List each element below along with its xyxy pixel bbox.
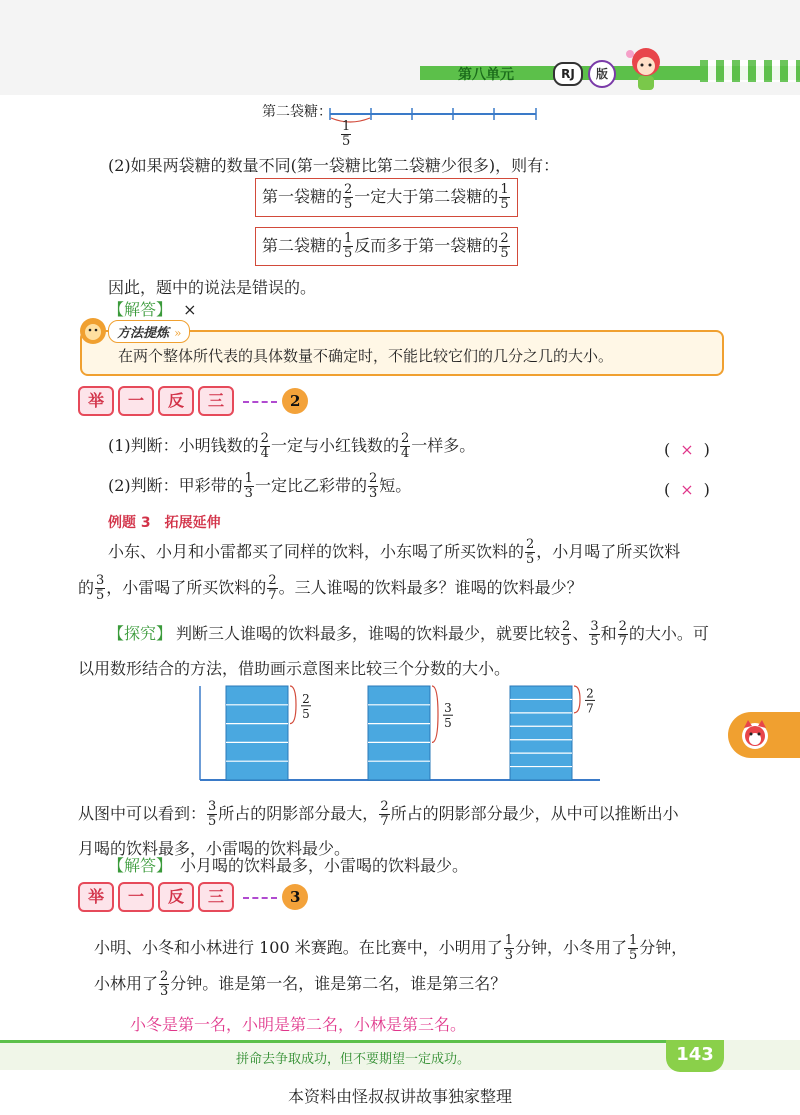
question-2: (2)判断：甲彩带的 $\frac{1}{3}$ 一定比乙彩带的 $\frac{2}{3}$ 短。 bbox=[108, 471, 412, 501]
cup-3-brace bbox=[574, 686, 580, 713]
practice-char: 三 bbox=[198, 882, 234, 912]
from-figure-line-1: 从图中可以看到： $\frac{3}{5}$ 所占的阴影部分最大， $\frac{2}{7}$ 所占的阴影部分最少，从中可以推断出小 bbox=[78, 799, 679, 829]
edition-rj-badge: RJ bbox=[553, 62, 583, 86]
double-chevron-icon: » bbox=[174, 326, 182, 340]
example-3-line-1: 小东、小月和小雷都买了同样的饮料，小东喝了所买饮料的 $\frac{2}{5}$ ，小月喝了所买饮料 bbox=[108, 537, 681, 567]
answer-label: 【解答】 bbox=[108, 300, 173, 319]
practice-char: 一 bbox=[118, 386, 154, 416]
cup-1-brace bbox=[290, 686, 296, 724]
header-checker bbox=[700, 60, 800, 82]
answer-mark: × bbox=[183, 300, 197, 319]
question-2-answer: ( × ) bbox=[664, 480, 710, 499]
cup-2-brace bbox=[432, 686, 438, 742]
cup-2-label-numerator: 3 bbox=[444, 701, 452, 716]
statement-box-1: 第一袋糖的 $\frac{2}{5}$ 一定大于第二袋糖的 $\frac{1}{5}$ bbox=[255, 178, 518, 217]
para2-text: (2)如果两袋糖的数量不同(第一袋糖比第二袋糖少很多)，则有： bbox=[108, 156, 560, 175]
fox-mascot-icon bbox=[738, 718, 772, 752]
bag2-bar-diagram bbox=[328, 104, 540, 124]
footer-slogan: 拼命去争取成功，但不要期望一定成功。 bbox=[236, 1052, 471, 1067]
footer-line bbox=[0, 1040, 680, 1043]
practice-number: 2 bbox=[282, 388, 308, 414]
race-line-1: 小明、小冬和小林进行 100 米赛跑。在比赛中，小明用了 $\frac{1}{3}$ 分钟，小冬用了 $\frac{1}{5}$ 分钟， bbox=[94, 933, 688, 963]
unit-title: 第八单元 bbox=[458, 67, 514, 83]
practice-3-banner bbox=[78, 882, 308, 912]
question-1: (1)判断：小明钱数的 $\frac{2}{4}$ 一定与小红钱数的 $\frac{2}{4}$ 一样多。 bbox=[108, 431, 476, 461]
cup-3 bbox=[510, 686, 572, 780]
cup-3-label-denominator: 7 bbox=[586, 701, 594, 716]
explore-line-2: 以用数形结合的方法，借助画示意图来比较三个分数的大小。 bbox=[78, 659, 511, 678]
explore-line-1: 【探究】 判断三人谁喝的饮料最多，谁喝的饮料最少，就要比较 $\frac{2}{5}$ 、 $\frac{3}{5}$ 和 $\frac{2}{7}$ 的大小。可 bbox=[108, 619, 709, 649]
example-3-line-2: 的 $\frac{3}{5}$ ，小雷喝了所买饮料的 $\frac{2}{7}$ 。三人谁喝的饮料最多？谁喝的饮料最少？ bbox=[78, 573, 583, 603]
cup-2-label-denominator: 5 bbox=[444, 716, 452, 731]
cup-2 bbox=[368, 686, 430, 780]
bag2-label: 第二袋糖： bbox=[262, 104, 332, 120]
practice-char: 反 bbox=[158, 882, 194, 912]
example-3-heading: 例题 3 拓展延伸 bbox=[108, 515, 221, 531]
bag2-fraction: $\frac{1}{5}$ bbox=[342, 119, 351, 149]
dash-line bbox=[243, 401, 277, 403]
question-1-answer: ( × ) bbox=[664, 440, 710, 459]
race-answer: 小冬是第一名，小明是第二名，小林是第三名。 bbox=[130, 1015, 467, 1034]
statement-box-2: 第二袋糖的 $\frac{1}{5}$ 反而多于第一袋糖的 $\frac{2}{5}$ bbox=[255, 227, 518, 266]
dash-line bbox=[243, 897, 277, 899]
girl-mascot-icon bbox=[616, 40, 676, 96]
practice-char: 举 bbox=[78, 386, 114, 416]
practice-char: 一 bbox=[118, 882, 154, 912]
edition-ban-badge: 版 bbox=[588, 60, 616, 88]
header-band bbox=[0, 0, 800, 95]
cup-1-label-numerator: 2 bbox=[302, 691, 310, 706]
credit-text: 本资料由怪叔叔讲故事独家整理 bbox=[287, 1087, 512, 1106]
practice-char: 三 bbox=[198, 386, 234, 416]
cup-1 bbox=[226, 686, 288, 780]
answer1 bbox=[108, 297, 197, 320]
method-text: 在两个整体所代表的具体数量不确定时，不能比较它们的几分之几的大小。 bbox=[118, 347, 614, 365]
method-title: 方法提炼 bbox=[117, 326, 170, 341]
page-number: 143 bbox=[666, 1040, 724, 1072]
cup-3-label-numerator: 2 bbox=[586, 686, 594, 701]
lion-mascot-icon bbox=[76, 316, 110, 346]
practice-char: 举 bbox=[78, 882, 114, 912]
answer3: 【解答】 小月喝的饮料最多，小雷喝的饮料最少。 bbox=[108, 856, 469, 875]
from-figure-line-2: 月喝的饮料最多，小雷喝的饮料最少。 bbox=[78, 839, 351, 858]
fraction-cups-diagram bbox=[190, 678, 610, 788]
method-title-tag bbox=[108, 320, 190, 343]
conclusion-text: 因此，题中的说法是错误的。 bbox=[108, 278, 317, 297]
practice-char: 反 bbox=[158, 386, 194, 416]
cup-1-label-denominator: 5 bbox=[302, 706, 310, 721]
practice-2-banner bbox=[78, 386, 308, 416]
race-line-2: 小林用了 $\frac{2}{3}$ 分钟。谁是第一名，谁是第二名，谁是第三名？ bbox=[94, 969, 507, 999]
practice-number: 3 bbox=[282, 884, 308, 910]
